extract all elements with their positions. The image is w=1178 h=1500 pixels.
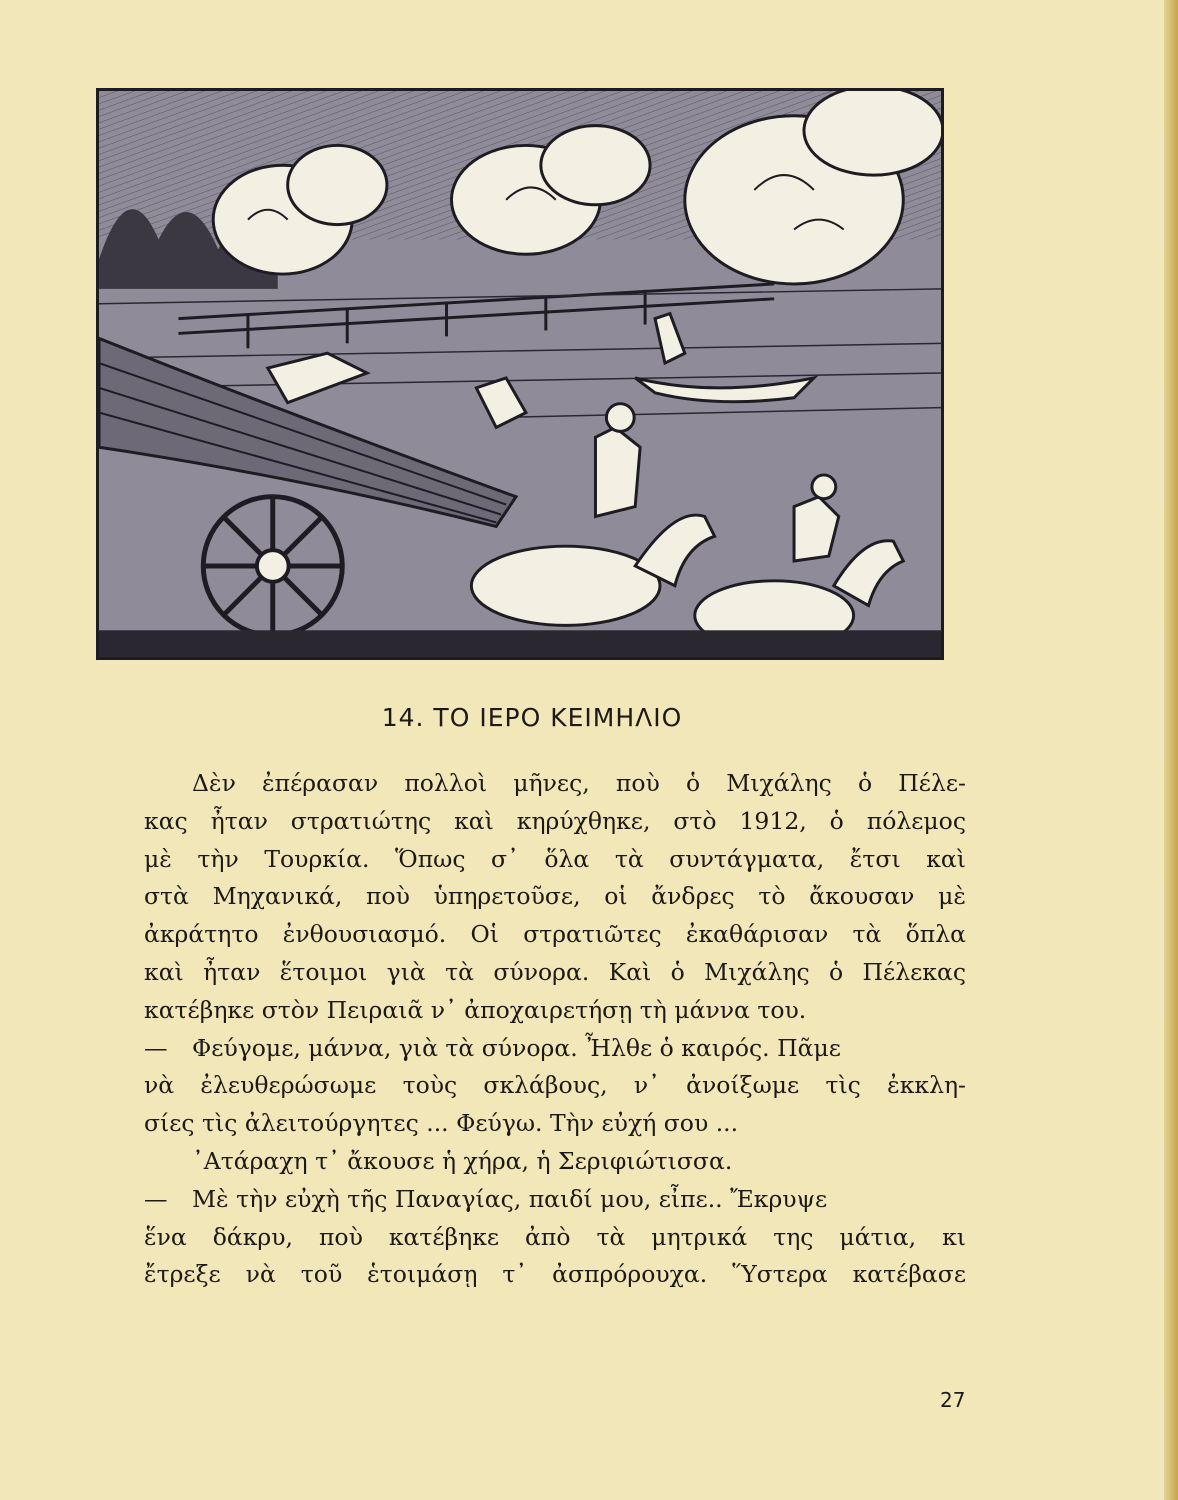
text-line: στὰ Μηχανικά, ποὺ ὑπηρετοῦσε, οἱ ἄνδρες τὸ ἄκουσαν μὲ	[144, 882, 966, 911]
text-line: ἔτρεξε νὰ τοῦ ἑτοιμάσῃ τ᾿ ἀσπρόρουχα. Ὕστερα κατέβασε	[144, 1260, 966, 1289]
text-line: νὰ ἐλευθερώσωμε τοὺς σκλάβους, ν᾿ ἀνοίξωμε τὶς ἐκκλη-	[144, 1071, 966, 1100]
text-line: Δὲν ἐπέρασαν πολλοὶ μῆνες, ποὺ ὁ Μιχάλης ὁ Πέλε-	[192, 769, 966, 797]
dialog-text: Μὲ τὴν εὐχὴ τῆς Παναγίας, παιδί μου, εἶπε.. Ἔκρυψε	[192, 1184, 828, 1213]
body-text	[144, 765, 966, 1294]
text-line: ᾿Ατάραχη τ᾿ ἄκουσε ἡ χήρα, ἡ Σεριφιώτισσα.	[192, 1146, 733, 1175]
text-line: σίες τὶς ἀλειτούργητες ... Φεύγω. Τὴν εὐχή σου ...	[144, 1109, 739, 1138]
dialog-line	[144, 1030, 966, 1068]
text-line: ἀκράτητο ἐνθουσιασμό. Οἱ στρατιῶτες ἐκαθάρισαν τὰ ὅπλα	[144, 920, 966, 949]
woodcut-illustration	[96, 88, 944, 660]
dialog-dash: —	[144, 1184, 168, 1213]
text-line: μὲ τὴν Τουρκία. Ὅπως σ᾿ ὅλα τὰ συντάγματα, ἔτσι καὶ	[144, 844, 966, 873]
dialog-dash: —	[144, 1033, 168, 1062]
chapter-title: 14. ΤΟ ΙΕΡΟ ΚΕΙΜΗΛΙΟ	[381, 703, 683, 732]
woodcut-battle-scene-icon	[99, 91, 941, 657]
dialog-text: Φεύγομε, μάννα, γιὰ τὰ σύνορα. Ἦλθε ὁ καιρός. Πᾶμε	[192, 1033, 841, 1062]
dialog-line	[144, 1181, 966, 1219]
text-line: κατέβηκε στὸν Πειραιᾶ ν᾿ ἀποχαιρετήσῃ τὴ μάννα του.	[144, 995, 807, 1024]
text-line: ἕνα δάκρυ, ποὺ κατέβηκε ἀπὸ τὰ μητρικά της μάτια, κι	[144, 1222, 966, 1251]
text-line: καὶ ἦταν ἕτοιμοι γιὰ τὰ σύνορα. Καὶ ὁ Μιχάλης ὁ Πέλεκας	[144, 957, 966, 986]
page-spine-edge	[1164, 0, 1178, 1500]
text-line: κας ἦταν στρατιώτης καὶ κηρύχθηκε, στὸ 1912, ὁ πόλεμος	[144, 806, 966, 835]
page-number: 27	[940, 1388, 966, 1412]
